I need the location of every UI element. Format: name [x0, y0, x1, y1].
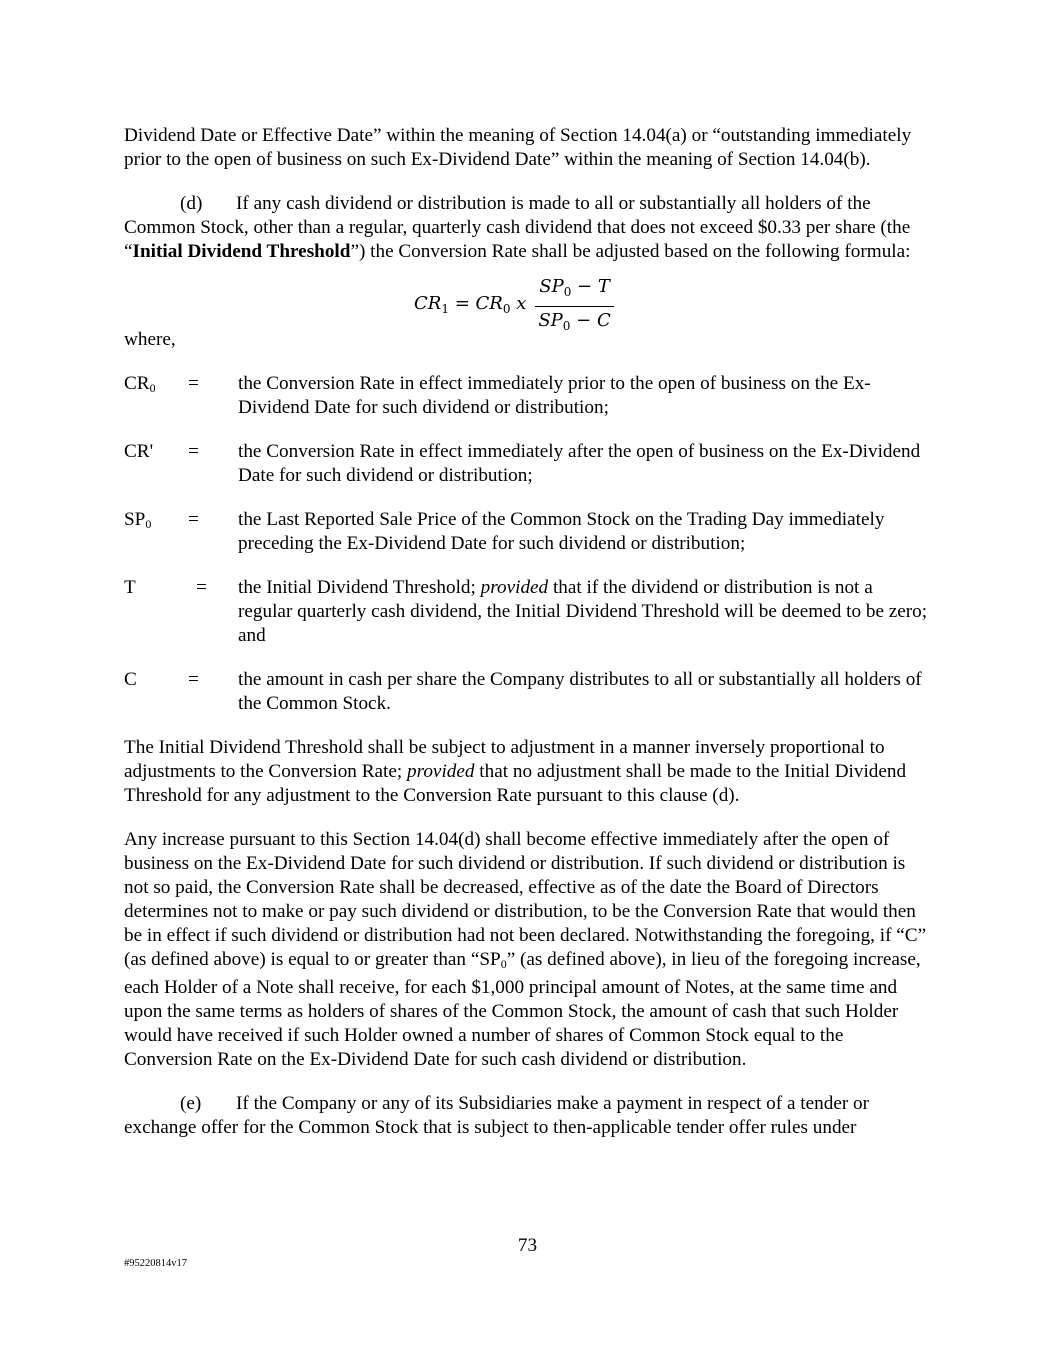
definition-sp0 — [124, 508, 930, 556]
definition-text: the Initial Dividend Threshold; provided that if the dividend or distribution is not a regular quarterly cash dividend, the Initial Dividend Threshold will be deemed to be zero; and — [238, 577, 928, 646]
where-label: where, — [124, 329, 176, 350]
page-number: 73 — [517, 1235, 538, 1256]
document-id: #95220814v17 — [124, 1258, 187, 1269]
formula-lhs: $CR_1 = CR_0$ x — [414, 292, 527, 316]
definition-text: the amount in cash per share the Company distributes to all or substantially all holders of the Common Stock. — [238, 669, 922, 714]
formula-fraction — [534, 275, 614, 338]
definition-cr0 — [124, 372, 930, 420]
paragraph-d: (d) If any cash dividend or distribution is made to all or substantially all holders of the Common Stock, other than a regular, quarterly cash dividend that does not exceed $0.33 per share (the “Initial Dividend Threshold”) the Conversion Rate shall be adjusted based on the following formula: — [124, 193, 911, 262]
formula-numerator: $SP_0 - T$ — [535, 275, 614, 307]
document-page — [124, 124, 930, 1160]
paragraph-threshold-adjustment: The Initial Dividend Threshold shall be subject to adjustment in a manner inversely proportional to adjustments to the Conversion Rate; provided that no adjustment shall be made to the Initial Dividend Threshold for any adjustment to the Conversion Rate pursuant to this clause (d). — [124, 737, 907, 806]
clause-label-d: (d) — [180, 193, 203, 214]
definition-cr-prime — [124, 440, 930, 488]
conversion-rate-formula — [124, 275, 930, 333]
definition-equals: = — [188, 669, 199, 690]
defined-term-initial-dividend-threshold: Initial Dividend Threshold — [132, 241, 351, 262]
formula-denominator: $SP_0 - C$ — [538, 309, 611, 333]
paragraph-e: (e) If the Company or any of its Subsidiaries make a payment in respect of a tender or exchange offer for the Common Stock that is subject to then-applicable tender offer rules under — [124, 1093, 870, 1138]
definition-symbol: CR' — [124, 441, 154, 462]
definition-symbol: T — [124, 577, 136, 598]
formula-definitions — [124, 372, 930, 716]
definition-equals: = — [188, 509, 199, 530]
paragraph-continuation: Dividend Date or Effective Date” within the meaning of Section 14.04(a) or “outstanding immediately prior to the open of business on such Ex-Dividend Date” within the meaning of Section 14.04(b). — [124, 125, 912, 170]
definition-symbol: $CR_0$ — [124, 373, 156, 395]
definition-equals: = — [188, 373, 199, 394]
clause-label-e: (e) — [180, 1093, 202, 1114]
definition-text: the Conversion Rate in effect immediately after the open of business on the Ex-Dividend Date for such dividend or distribution; — [238, 441, 921, 486]
definition-symbol: $SP_0$ — [124, 509, 152, 531]
definition-symbol: C — [124, 669, 137, 690]
definition-text: the Conversion Rate in effect immediately prior to the open of business on the Ex-Dividend Date for such dividend or distribution; — [238, 373, 871, 418]
definition-t — [124, 576, 930, 648]
formula-math — [414, 275, 615, 333]
paragraph-increase-effective: Any increase pursuant to this Section 14.04(d) shall become effective immediately after the open of business on the Ex-Dividend Date for such dividend or distribution. If such dividend or distribution is not so paid, the Conversion Rate shall be decreased, effective as of the date the Board of Directors determines not to make or pay such dividend or distribution, to be the Conversion Rate that would then be in effect if such dividend or distribution had not been declared. Notwithstanding the foregoing, if “C” (as defined above) is equal to or greater than “SP0” (as defined above), in lieu of the foregoing increase, each Holder of a Note shall receive, for each $1,000 principal amount of Notes, at the same time and upon the same terms as holders of shares of the Common Stock, the amount of cash that such Holder would have received if such Holder owned a number of shares of Common Stock equal to the Conversion Rate on the Ex-Dividend Date for such cash dividend or distribution. — [124, 829, 927, 1070]
definition-equals: = — [188, 441, 199, 462]
definition-c — [124, 668, 930, 716]
definition-equals: = — [196, 577, 207, 598]
definition-text: the Last Reported Sale Price of the Common Stock on the Trading Day immediately preceding the Ex-Dividend Date for such dividend or distribution; — [238, 509, 885, 554]
